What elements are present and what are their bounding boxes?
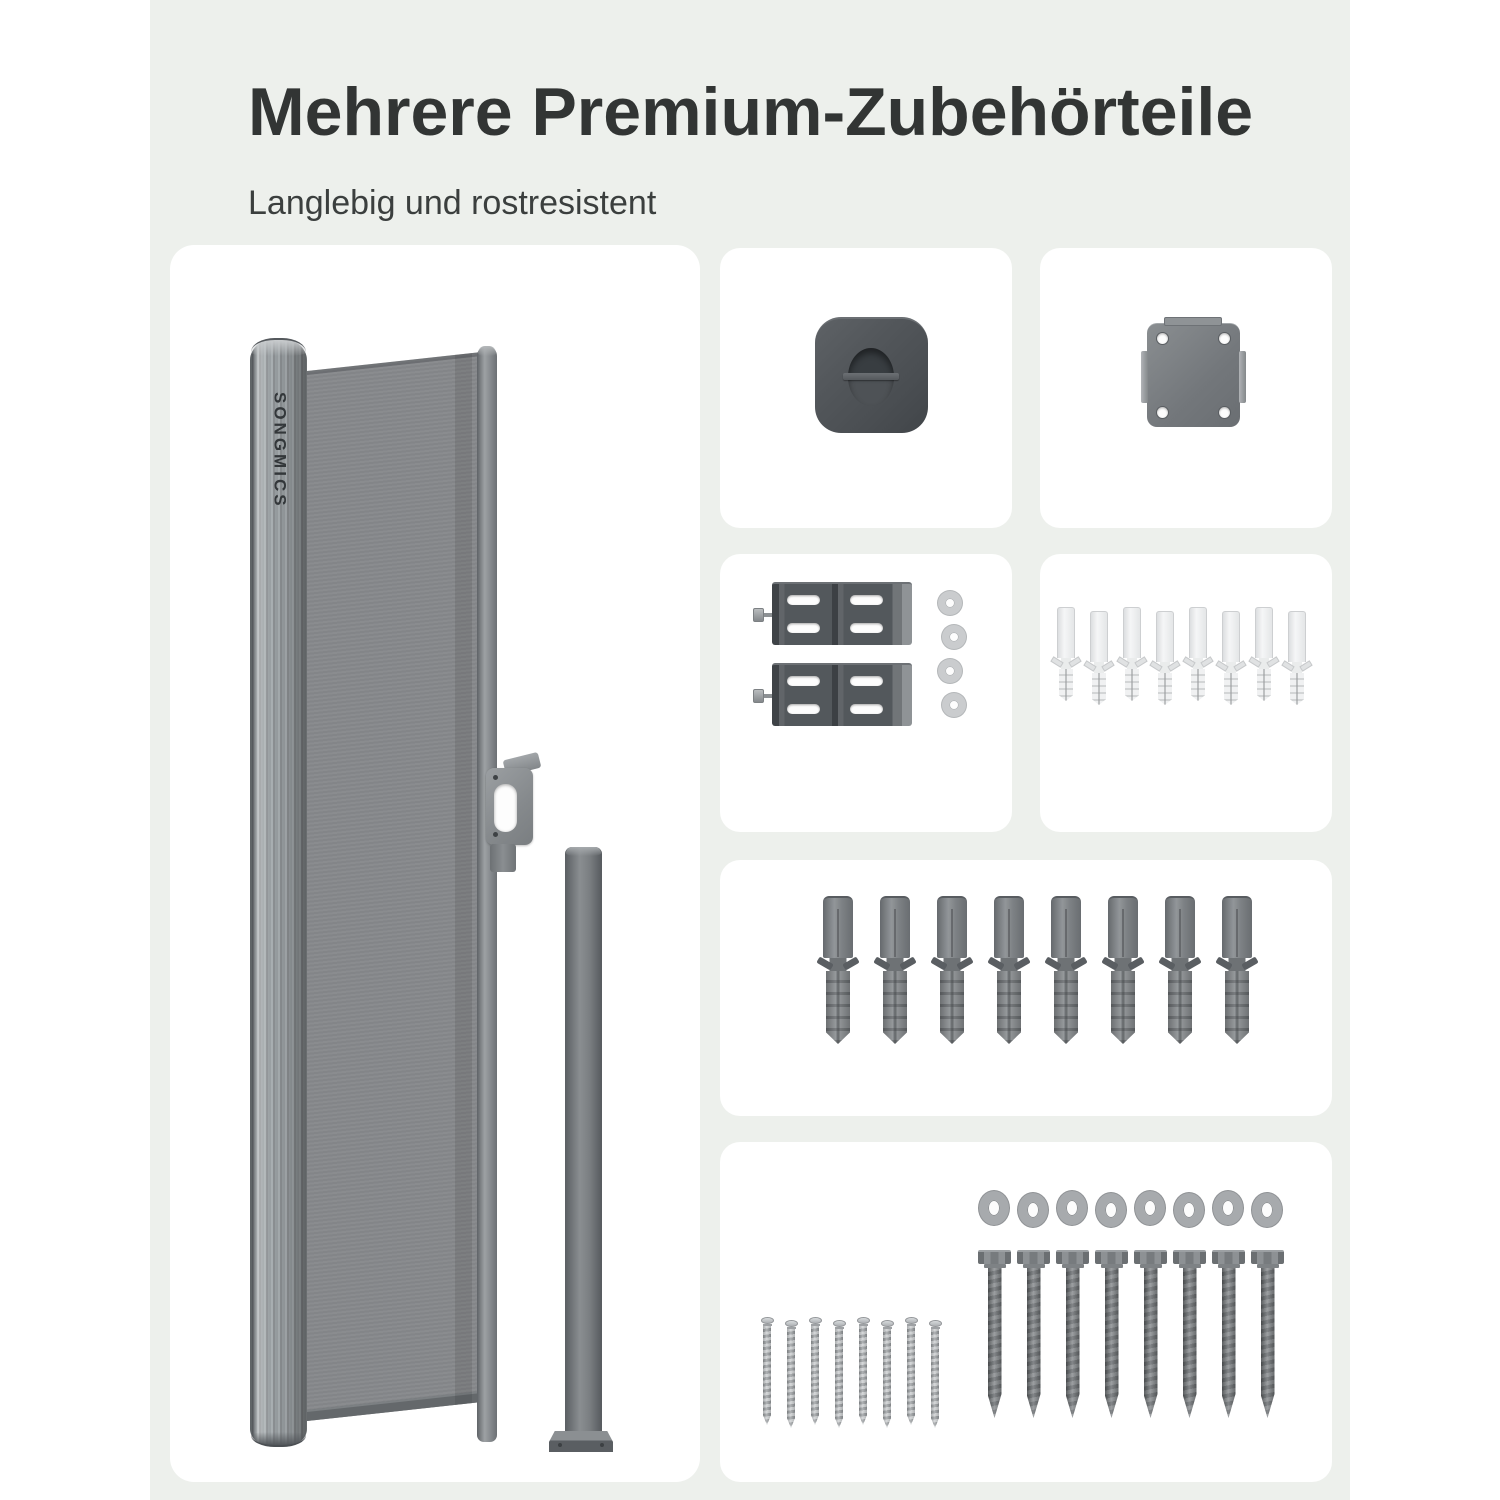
- bracket-slot: [850, 623, 883, 633]
- flat-washer: [1135, 1191, 1165, 1225]
- expansion-anchor: [1044, 896, 1088, 1044]
- anchor-body: [940, 971, 964, 1044]
- plug-shaft: [1090, 611, 1108, 662]
- screw-head: [809, 1317, 822, 1324]
- screw-shaft: [1183, 1268, 1197, 1418]
- screw-head: [785, 1320, 798, 1327]
- expansion-anchor: [1101, 896, 1145, 1044]
- plug-shaft: [1123, 607, 1141, 658]
- small-screw: [803, 1317, 827, 1425]
- expansion-anchor: [1158, 896, 1202, 1044]
- screw-head: [1173, 1250, 1206, 1264]
- white-wall-plug: [1249, 607, 1279, 701]
- base-plate-hole: [558, 1443, 562, 1447]
- screw-shaft: [1222, 1268, 1236, 1418]
- screw-shaft: [907, 1326, 915, 1425]
- screw-shaft: [1066, 1268, 1080, 1418]
- screw-collar: [1062, 1264, 1084, 1268]
- awning-front-bar: [477, 346, 497, 1442]
- flat-washers: [979, 1191, 1282, 1225]
- bracket-slot: [850, 676, 883, 686]
- white-wall-plug: [1084, 611, 1114, 705]
- anchor-body: [997, 971, 1021, 1044]
- anchor-cylinder: [1222, 896, 1252, 958]
- anchor-body: [826, 971, 850, 1044]
- white-wall-plug: [1150, 611, 1180, 705]
- wall-brackets-panel: [720, 554, 1012, 832]
- screw-head: [881, 1320, 894, 1327]
- bracket-slot: [850, 704, 883, 714]
- small-screw: [923, 1320, 947, 1428]
- lag-screw: [1131, 1250, 1170, 1418]
- anchor-wings: [987, 958, 1031, 971]
- screw-shaft: [883, 1329, 891, 1428]
- end-cap-bar: [843, 373, 899, 380]
- screw-neck: [835, 1327, 844, 1329]
- end-cap: [815, 317, 928, 433]
- expansion-anchor: [987, 896, 1031, 1044]
- post-base-plate: [549, 1431, 613, 1452]
- screw-neck: [907, 1324, 916, 1326]
- screw-neck: [859, 1324, 868, 1326]
- anchor-cylinder: [1108, 896, 1138, 958]
- screw-shaft: [988, 1268, 1002, 1418]
- plug-body: [1059, 669, 1073, 701]
- screw-shaft: [811, 1326, 819, 1425]
- expansion-anchors: [816, 896, 1259, 1044]
- plug-wings: [1249, 658, 1279, 669]
- anchor-body: [1225, 971, 1249, 1044]
- screw-head: [1212, 1250, 1245, 1264]
- anchor-body: [883, 971, 907, 1044]
- anchor-body: [1054, 971, 1078, 1044]
- lag-screws: [975, 1250, 1287, 1418]
- screw-collar: [1257, 1264, 1279, 1268]
- end-cap-panel: [720, 248, 1012, 528]
- screw-collar: [1101, 1264, 1123, 1268]
- plug-shaft: [1156, 611, 1174, 662]
- anchor-wings: [930, 958, 974, 971]
- plate-tab: [1164, 317, 1222, 326]
- plug-wings: [1216, 662, 1246, 673]
- bracket-slot: [850, 595, 883, 605]
- plug-body: [1092, 673, 1106, 705]
- lag-screw: [1209, 1250, 1248, 1418]
- plate-hole: [1219, 333, 1230, 344]
- bracket-bolt: [753, 608, 772, 622]
- mounting-plate-panel: [1040, 248, 1332, 528]
- plug-shaft: [1057, 607, 1075, 658]
- screw-head: [978, 1250, 1011, 1264]
- lag-screw: [1248, 1250, 1287, 1418]
- lag-screw: [1014, 1250, 1053, 1418]
- wall-bracket: [772, 663, 912, 726]
- lag-screw: [975, 1250, 1014, 1418]
- screw-head: [1134, 1250, 1167, 1264]
- screw-shaft: [1027, 1268, 1041, 1418]
- screw-collar: [1023, 1264, 1045, 1268]
- plug-shaft: [1189, 607, 1207, 658]
- plug-body: [1224, 673, 1238, 705]
- screw-neck: [787, 1327, 796, 1329]
- screw-collar: [984, 1264, 1006, 1268]
- small-screw: [827, 1320, 851, 1428]
- expansion-anchor: [1215, 896, 1259, 1044]
- plug-wings: [1150, 662, 1180, 673]
- white-wall-plug: [1183, 607, 1213, 701]
- screw-neck: [811, 1324, 820, 1326]
- white-wall-plug: [1117, 607, 1147, 701]
- plug-wings: [1282, 662, 1312, 673]
- flat-washer: [1057, 1191, 1087, 1225]
- plug-shaft: [1288, 611, 1306, 662]
- screw-shaft: [1144, 1268, 1158, 1418]
- washer: [942, 693, 966, 717]
- plug-body: [1290, 673, 1304, 705]
- screw-shaft: [787, 1329, 795, 1428]
- screw-neck: [931, 1327, 940, 1329]
- bracket-washers: [938, 591, 962, 717]
- bracket-slot: [787, 623, 820, 633]
- plug-body: [1257, 669, 1271, 701]
- page-subtitle: Langlebig und rostresistent: [248, 184, 657, 222]
- wall-bracket: [772, 582, 912, 645]
- flat-washer: [1096, 1193, 1126, 1227]
- bracket-slot: [787, 676, 820, 686]
- anchor-wings: [816, 958, 860, 971]
- handle-lower-latch: [490, 844, 516, 872]
- plate-hole: [1157, 333, 1168, 344]
- anchor-wings: [1044, 958, 1088, 971]
- bracket-slot: [787, 704, 820, 714]
- flat-washer: [1213, 1191, 1243, 1225]
- plug-body: [1191, 669, 1205, 701]
- support-post: [565, 847, 602, 1445]
- anchor-cylinder: [1051, 896, 1081, 958]
- small-screw: [899, 1317, 923, 1425]
- screw-shaft: [763, 1326, 771, 1425]
- small-screw: [755, 1317, 779, 1425]
- screw-head: [857, 1317, 870, 1324]
- screw-head: [929, 1320, 942, 1327]
- washer: [938, 659, 962, 683]
- washer: [942, 625, 966, 649]
- screw-head: [761, 1317, 774, 1324]
- small-screws: [755, 1317, 947, 1425]
- plug-wings: [1183, 658, 1213, 669]
- awning-fabric: [307, 352, 485, 1421]
- plug-body: [1125, 669, 1139, 701]
- screws-panel: [720, 1142, 1332, 1482]
- fabric-bottom-rail: [307, 1391, 485, 1421]
- handle-screw: [493, 832, 498, 837]
- pull-handle: [486, 768, 533, 845]
- bracket-bolt: [753, 689, 772, 703]
- anchor-body: [1111, 971, 1135, 1044]
- flat-washer: [1018, 1193, 1048, 1227]
- screw-neck: [763, 1324, 772, 1326]
- flat-washer: [1252, 1193, 1282, 1227]
- handle-grip-hole: [494, 784, 517, 832]
- small-screw: [875, 1320, 899, 1428]
- screw-shaft: [931, 1329, 939, 1428]
- expansion-anchor: [873, 896, 917, 1044]
- expansion-anchor: [816, 896, 860, 1044]
- plug-shaft: [1222, 611, 1240, 662]
- plate-hole: [1157, 407, 1168, 418]
- screw-head: [905, 1317, 918, 1324]
- content-background: [150, 0, 1350, 1500]
- plug-wings: [1084, 662, 1114, 673]
- plate-rail: [1141, 351, 1148, 403]
- anchor-cylinder: [1165, 896, 1195, 958]
- flat-washer: [1174, 1193, 1204, 1227]
- awning-panel: [170, 245, 700, 1482]
- anchor-wings: [873, 958, 917, 971]
- screw-collar: [1179, 1264, 1201, 1268]
- lag-screw: [1053, 1250, 1092, 1418]
- screw-shaft: [859, 1326, 867, 1425]
- expansion-anchors-panel: [720, 860, 1332, 1116]
- white-wall-plugs: [1051, 607, 1312, 701]
- plug-wings: [1051, 658, 1081, 669]
- expansion-anchor: [930, 896, 974, 1044]
- anchor-cylinder: [937, 896, 967, 958]
- screw-head: [833, 1320, 846, 1327]
- white-wall-plug: [1216, 611, 1246, 705]
- anchor-body: [1168, 971, 1192, 1044]
- plate-rail: [1239, 351, 1246, 403]
- plug-shaft: [1255, 607, 1273, 658]
- screw-head: [1251, 1250, 1284, 1264]
- small-screw: [851, 1317, 875, 1425]
- screw-collar: [1140, 1264, 1162, 1268]
- anchor-cylinder: [823, 896, 853, 958]
- flat-washer: [979, 1191, 1009, 1225]
- anchor-wings: [1215, 958, 1259, 971]
- small-screw: [779, 1320, 803, 1428]
- screw-shaft: [1105, 1268, 1119, 1418]
- screw-head: [1095, 1250, 1128, 1264]
- screw-head: [1017, 1250, 1050, 1264]
- base-plate-hole: [600, 1443, 604, 1447]
- screw-shaft: [835, 1329, 843, 1428]
- plate-hole: [1219, 407, 1230, 418]
- wall-plugs-panel: [1040, 554, 1332, 832]
- bracket-slot: [787, 595, 820, 605]
- wall-mounting-plate: [1147, 323, 1240, 427]
- page-title: Mehrere Premium-Zubehörteile: [248, 74, 1254, 150]
- anchor-wings: [1101, 958, 1145, 971]
- white-wall-plug: [1051, 607, 1081, 701]
- anchor-wings: [1158, 958, 1202, 971]
- screw-collar: [1218, 1264, 1240, 1268]
- lag-screw: [1170, 1250, 1209, 1418]
- anchor-cylinder: [880, 896, 910, 958]
- plug-wings: [1117, 658, 1147, 669]
- white-wall-plug: [1282, 611, 1312, 705]
- awning-cassette: [250, 338, 307, 1447]
- washer: [938, 591, 962, 615]
- screw-shaft: [1261, 1268, 1275, 1418]
- brand-logo: SONGMICS: [270, 392, 290, 509]
- screw-neck: [883, 1327, 892, 1329]
- handle-screw: [493, 775, 498, 780]
- screw-head: [1056, 1250, 1089, 1264]
- plug-body: [1158, 673, 1172, 705]
- anchor-cylinder: [994, 896, 1024, 958]
- lag-screw: [1092, 1250, 1131, 1418]
